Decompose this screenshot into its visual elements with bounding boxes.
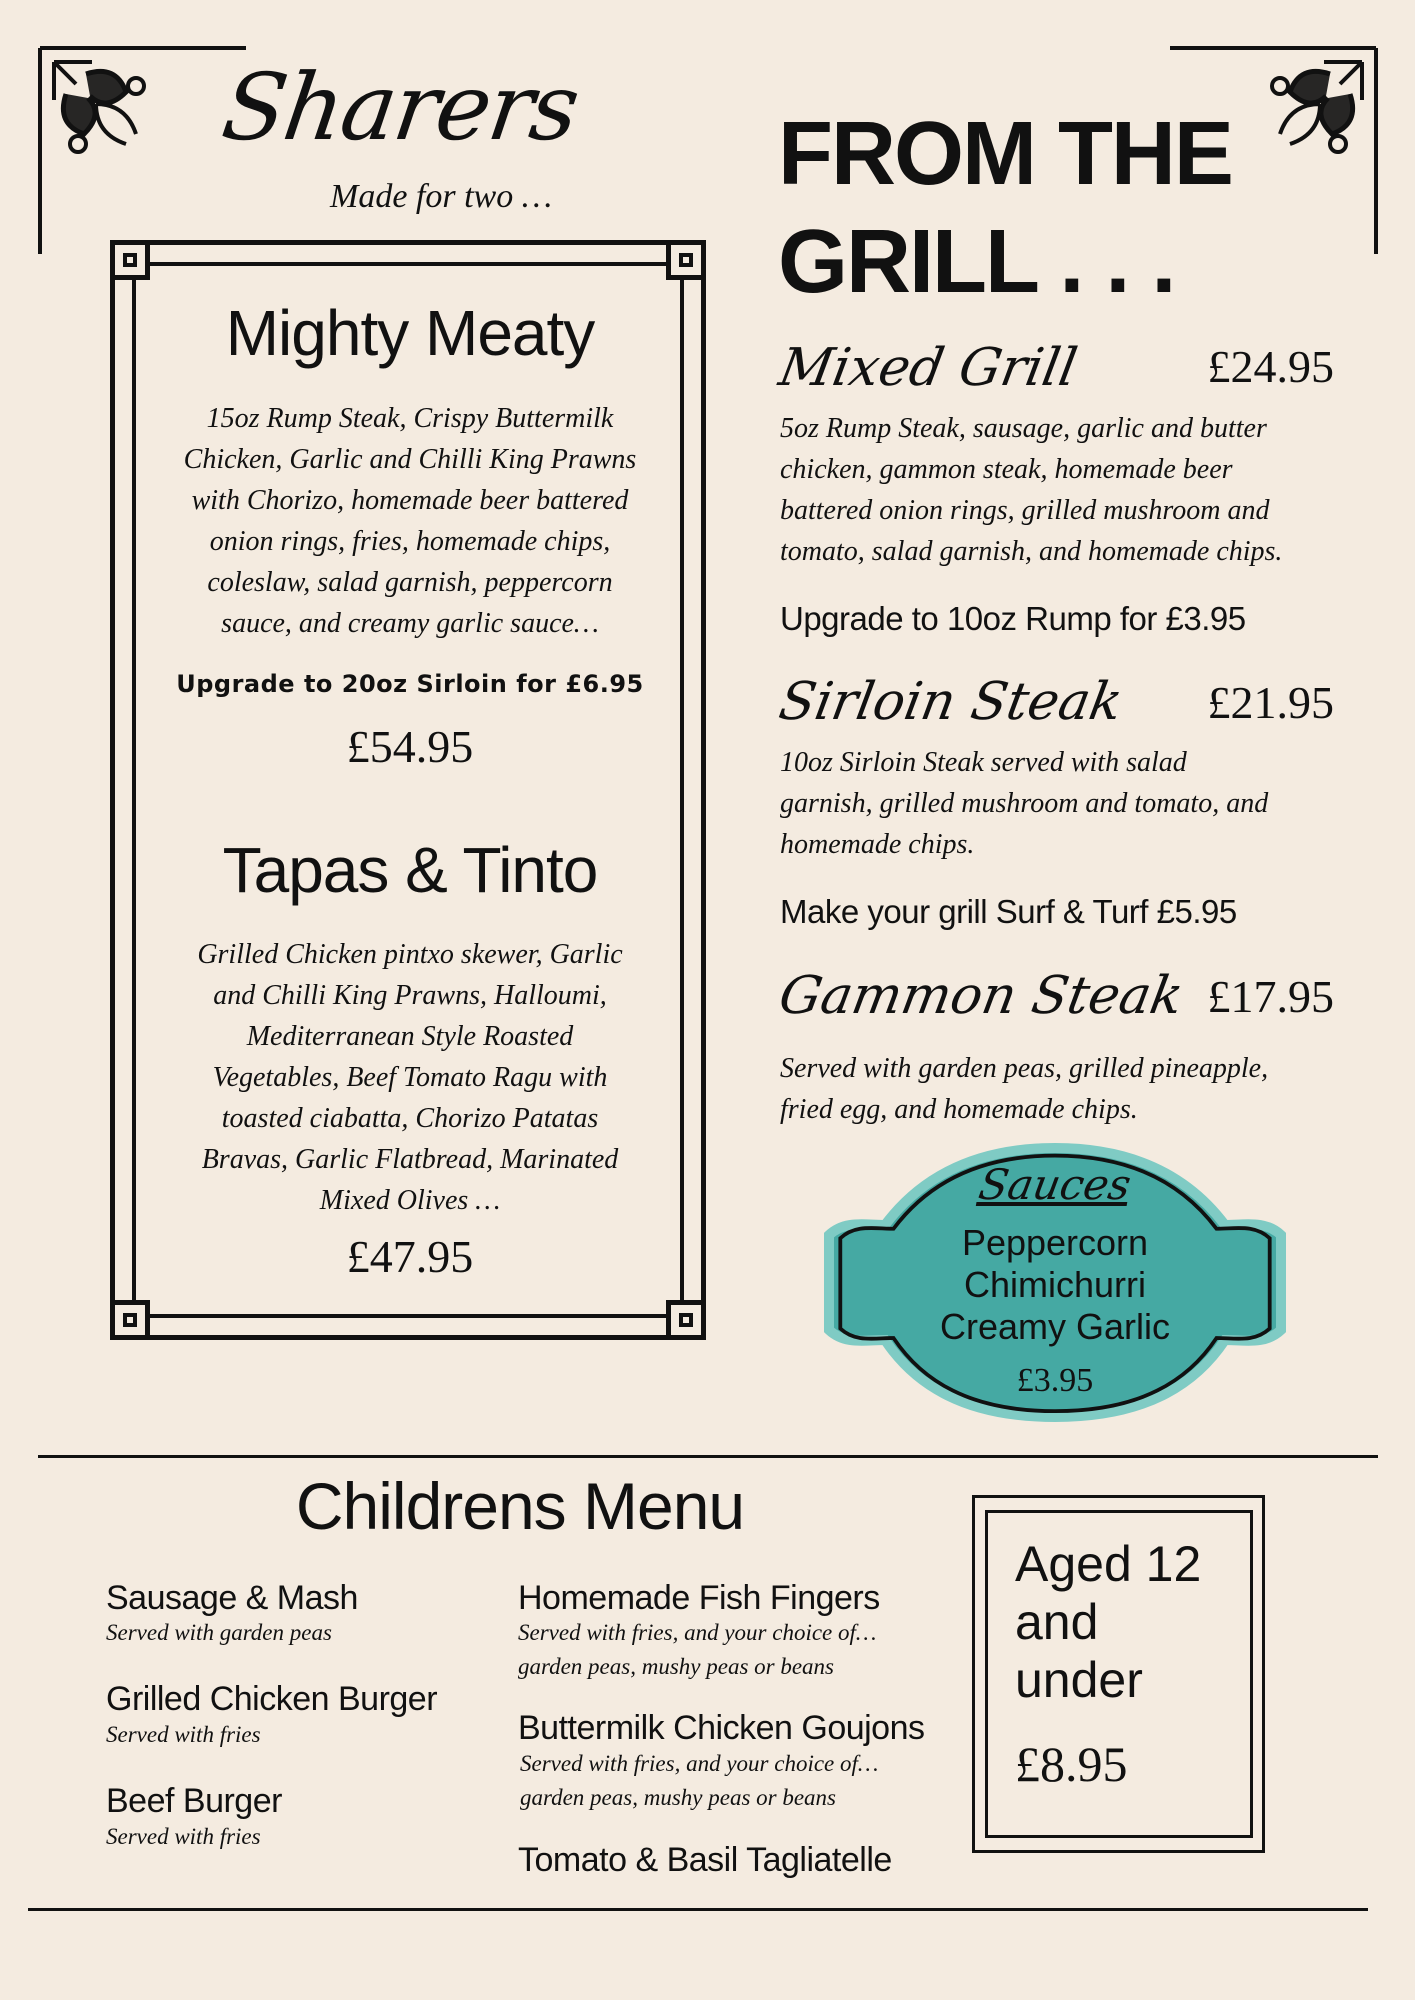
sharers-title: Sharers (216, 54, 584, 161)
kids-item-fish-fingers-desc: Served with fries, and your choice of… garden peas, mushy peas or beans (518, 1620, 877, 1679)
kids-item-fish-fingers: Homemade Fish Fingers (518, 1579, 880, 1617)
kids-item-goujons-desc: Served with fries, and your choice of… garden peas, mushy peas or beans (520, 1751, 879, 1810)
frame-corner-bl (110, 1300, 150, 1340)
frame-corner-tl (110, 240, 150, 280)
mixed-grill-description: 5oz Rump Steak, sausage, garlic and butter chicken, gammon steak, homemade beer battered onion rings, grilled mushroom and tomato, salad garnish, and homemade chips. (780, 413, 1283, 567)
sauce-chimichurri: Chimichurri (963, 1264, 1147, 1305)
surf-turf-upgrade: Make your grill Surf & Turf £5.95 (780, 893, 1237, 930)
mighty-meaty-price: £54.95 (346, 721, 474, 772)
kids-item-sausage-mash-desc: Served with garden peas (106, 1620, 332, 1645)
gammon-steak-description: Served with garden peas, grilled pineapple, fried egg, and homemade chips. (780, 1053, 1269, 1125)
age-label: Aged 12 and under (1015, 1536, 1202, 1708)
mixed-grill-price: £24.95 (1207, 341, 1334, 392)
tapas-tinto-price: £47.95 (346, 1231, 474, 1282)
sirloin-steak-price: £21.95 (1207, 677, 1334, 728)
kids-item-sausage-mash: Sausage & Mash (106, 1579, 358, 1617)
kids-item-beef-burger: Beef Burger (106, 1782, 282, 1820)
mixed-grill-upgrade: Upgrade to 10oz Rump for £3.95 (780, 600, 1246, 637)
sharers-subtitle: Made for two … (330, 178, 552, 215)
gammon-steak-name: Gammon Steak (774, 966, 1188, 1026)
sauces-price: £3.95 (1016, 1362, 1094, 1399)
sauce-creamy-garlic: Creamy Garlic (939, 1306, 1171, 1347)
mighty-meaty-title: Mighty Meaty (225, 297, 595, 369)
childrens-menu-title: Childrens Menu (295, 1469, 745, 1543)
mighty-meaty-upgrade: Upgrade to 20oz Sirloin for £6.95 (176, 670, 644, 698)
sauces-title: Sauces (975, 1160, 1135, 1209)
mixed-grill-name: Mixed Grill (774, 338, 1082, 398)
tapas-tinto-description: Grilled Chicken pintxo skewer, Garlic and Chilli King Prawns, Halloumi, Mediterranean Style Roasted Vegetables, Beef Tomato Ragu with toasted ciabatta, Chorizo Patatas Bravas, Garlic Flatbread, Marinated Mixed Olives … (197, 939, 623, 1216)
section-divider-top (38, 1455, 1378, 1458)
frame-corner-br (666, 1300, 706, 1340)
grill-title: FROM THE GRILL . . . (778, 104, 1232, 312)
section-divider-bottom (28, 1908, 1368, 1911)
sauce-peppercorn: Peppercorn (961, 1222, 1149, 1263)
tapas-tinto-title: Tapas & Tinto (222, 834, 598, 906)
kids-item-goujons: Buttermilk Chicken Goujons (518, 1709, 925, 1747)
frame-corner-tr (666, 240, 706, 280)
gammon-steak-price: £17.95 (1207, 971, 1334, 1022)
mighty-meaty-description: 15oz Rump Steak, Crispy Buttermilk Chicken, Garlic and Chilli King Prawns with Chorizo, homemade beer battered onion rings, fries, homemade chips, coleslaw, salad garnish, peppercorn sauce, and creamy garlic sauce… (183, 403, 637, 639)
sirloin-steak-name: Sirloin Steak (774, 672, 1127, 732)
kids-menu-price: £8.95 (1015, 1736, 1128, 1792)
kids-item-tagliatelle: Tomato & Basil Tagliatelle (518, 1841, 892, 1879)
kids-item-chicken-burger-desc: Served with fries (106, 1722, 261, 1747)
kids-item-chicken-burger: Grilled Chicken Burger (106, 1680, 438, 1718)
kids-item-beef-burger-desc: Served with fries (106, 1824, 261, 1849)
sirloin-steak-description: 10oz Sirloin Steak served with salad garnish, grilled mushroom and tomato, and homemade chips. (780, 747, 1269, 860)
